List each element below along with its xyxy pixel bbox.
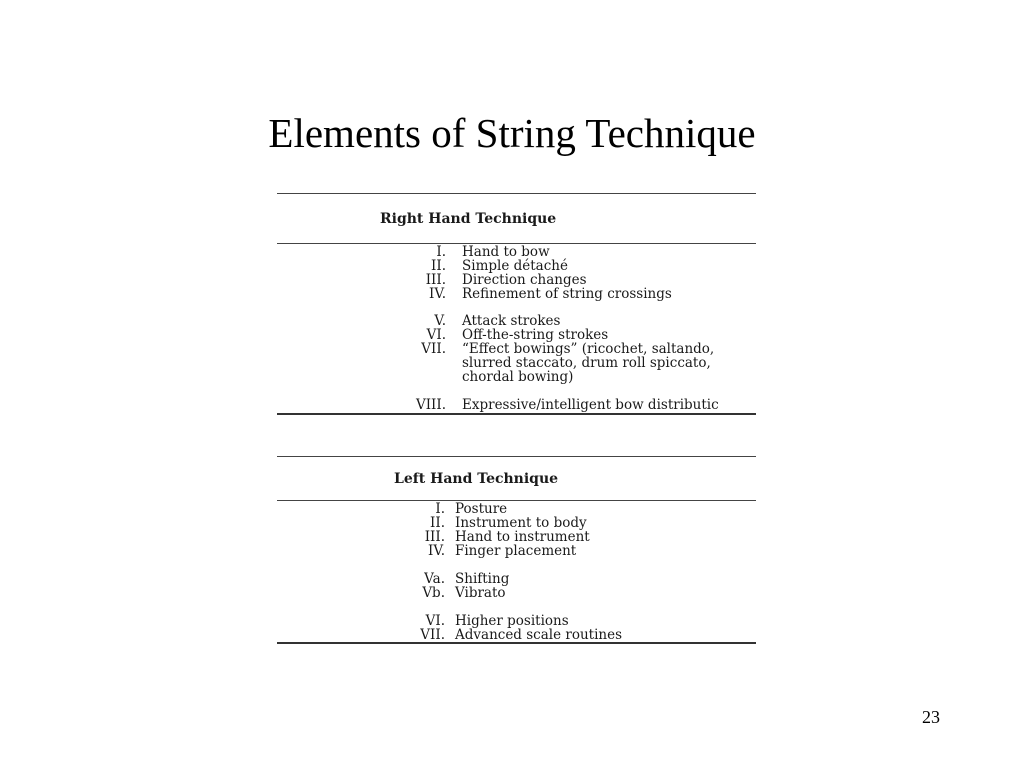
item-text: Instrument to body <box>455 515 587 531</box>
item-number: Va. <box>424 571 445 587</box>
list-item <box>277 628 756 642</box>
table-heading: Left Hand Technique <box>394 471 559 487</box>
list-item <box>277 530 756 544</box>
item-number: V. <box>434 313 446 329</box>
list-item <box>277 544 756 558</box>
list-item-continuation <box>277 370 756 384</box>
item-text: Refinement of string crossings <box>462 286 672 302</box>
item-text: Posture <box>455 501 508 517</box>
item-number: III. <box>425 272 446 288</box>
slide-title: Elements of String Technique <box>268 110 756 156</box>
item-number: II. <box>430 515 445 531</box>
list-item <box>277 314 756 328</box>
top-rule <box>277 456 756 457</box>
item-number: I. <box>436 244 446 260</box>
list-item <box>277 245 756 259</box>
item-number: VII. <box>421 341 446 357</box>
left-hand-technique-table <box>277 455 756 647</box>
item-number: IV. <box>428 286 446 302</box>
item-number: Vb. <box>422 585 445 601</box>
item-number: I. <box>435 501 445 517</box>
item-text: chordal bowing) <box>462 369 574 385</box>
list-item <box>277 342 756 356</box>
table-heading: Right Hand Technique <box>380 211 557 227</box>
item-text: Simple détaché <box>462 258 568 274</box>
list-item-continuation <box>277 356 756 370</box>
item-number: VII. <box>420 627 445 643</box>
list-item <box>277 614 756 628</box>
item-number: VIII. <box>415 397 446 413</box>
item-text: Expressive/intelligent bow distributic <box>462 397 719 413</box>
item-number: VI. <box>425 613 445 629</box>
list-item <box>277 398 756 412</box>
page-number: 23 <box>922 707 940 727</box>
list-item <box>277 586 756 600</box>
list-item <box>277 502 756 516</box>
list-item <box>277 273 756 287</box>
list-item <box>277 516 756 530</box>
list-item <box>277 328 756 342</box>
item-number: IV. <box>427 543 445 559</box>
bottom-rule <box>277 413 756 415</box>
bottom-rule <box>277 642 756 644</box>
item-text: Hand to bow <box>462 244 550 260</box>
header-rule <box>277 500 756 501</box>
list-item <box>277 287 756 301</box>
item-number: II. <box>431 258 446 274</box>
item-text: Direction changes <box>462 272 587 288</box>
item-number: VI. <box>426 327 446 343</box>
right-hand-technique-table <box>277 192 756 418</box>
item-text: Finger placement <box>455 543 577 559</box>
item-text: Vibrato <box>455 585 506 601</box>
item-text: Hand to instrument <box>455 529 590 545</box>
top-rule <box>277 193 756 194</box>
list-item <box>277 572 756 586</box>
item-number: III. <box>424 529 445 545</box>
item-text: Attack strokes <box>462 313 561 329</box>
item-text: Advanced scale routines <box>455 627 623 643</box>
item-text: slurred staccato, drum roll spiccato, <box>462 355 711 371</box>
item-text: “Effect bowings” (ricochet, saltando, <box>462 341 715 357</box>
item-text: Shifting <box>455 571 510 587</box>
list-item <box>277 259 756 273</box>
item-text: Off-the-string strokes <box>462 327 609 343</box>
item-text: Higher positions <box>455 613 569 629</box>
